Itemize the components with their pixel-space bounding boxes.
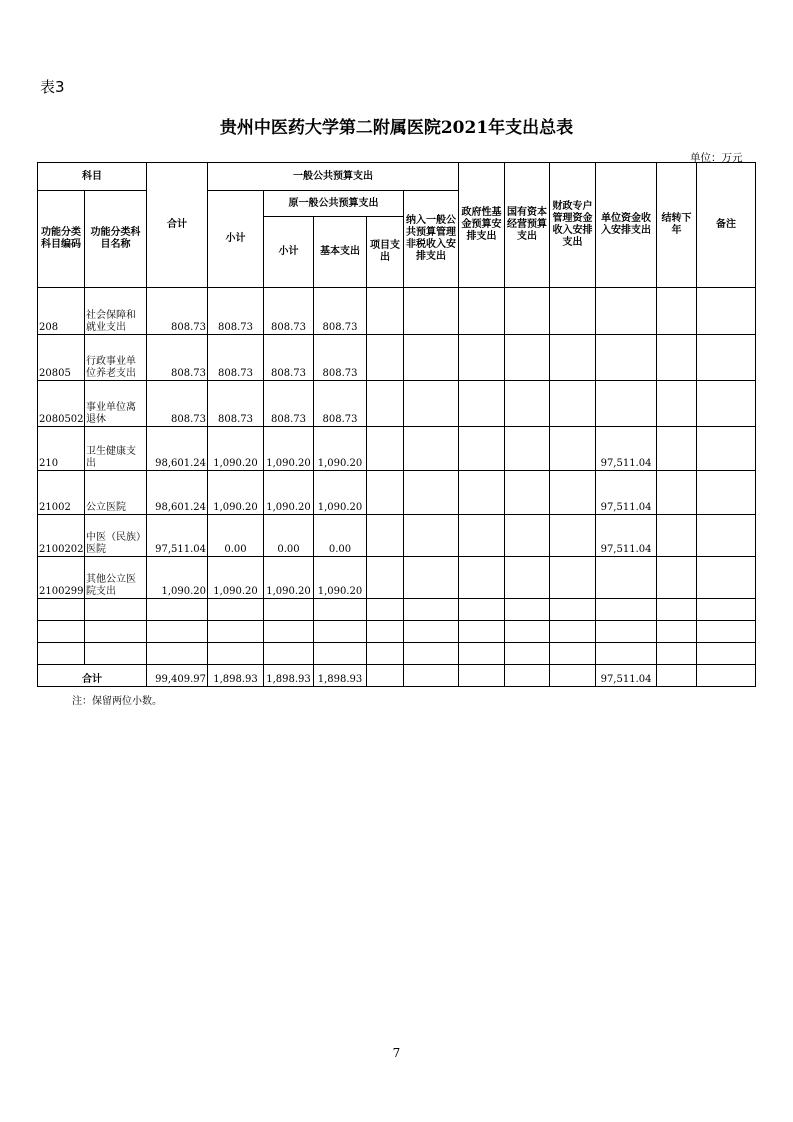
cell-code: 210	[38, 427, 85, 471]
cell-basic	[314, 643, 367, 665]
table-row	[38, 621, 756, 643]
table-label: 表3	[40, 78, 65, 96]
unit-label: 单位：万元	[690, 152, 743, 164]
cell-name: 其他公立医院支出	[85, 557, 147, 599]
cell-carryover	[657, 288, 697, 335]
header-special-account: 财政专户管理资金收入安排支出	[550, 163, 596, 288]
footnote: 注：保留两位小数。	[72, 696, 162, 707]
cell-carryover	[657, 381, 697, 427]
cell-gov-fund	[459, 599, 505, 621]
cell-orig-subtotal: 808.73	[264, 335, 314, 381]
header-project: 项目支出	[367, 217, 404, 288]
cell-remarks	[697, 599, 756, 621]
header-subtotal: 小计	[208, 191, 264, 288]
total-cell-orig-subtotal: 1,898.93	[264, 665, 314, 687]
total-cell-subtotal: 1,898.93	[208, 665, 264, 687]
cell-unit-funds: 97,511.04	[596, 427, 657, 471]
header-general-budget: 一般公共预算支出	[208, 163, 459, 191]
cell-nontax	[404, 288, 459, 335]
cell-unit-funds	[596, 643, 657, 665]
cell-unit-funds	[596, 335, 657, 381]
total-cell-unit-funds: 97,511.04	[596, 665, 657, 687]
cell-state-capital	[505, 335, 550, 381]
table-row	[38, 515, 756, 557]
cell-project	[367, 643, 404, 665]
cell-gov-fund	[459, 643, 505, 665]
table-row	[38, 381, 756, 427]
cell-code: 208	[38, 288, 85, 335]
cell-basic: 1,090.20	[314, 471, 367, 515]
cell-total: 97,511.04	[147, 515, 208, 557]
table-row	[38, 427, 756, 471]
cell-gov-fund	[459, 515, 505, 557]
cell-name: 社会保障和就业支出	[85, 288, 147, 335]
cell-orig-subtotal: 1,090.20	[264, 471, 314, 515]
cell-project	[367, 621, 404, 643]
cell-remarks	[697, 335, 756, 381]
cell-subtotal	[208, 643, 264, 665]
cell-nontax	[404, 515, 459, 557]
cell-code	[38, 621, 85, 643]
cell-state-capital	[505, 288, 550, 335]
cell-name: 中医（民族）医院	[85, 515, 147, 557]
cell-code: 2100299	[38, 557, 85, 599]
cell-gov-fund	[459, 621, 505, 643]
cell-carryover	[657, 427, 697, 471]
cell-basic	[314, 599, 367, 621]
cell-remarks	[697, 643, 756, 665]
cell-unit-funds	[596, 599, 657, 621]
header-remarks: 备注	[697, 163, 756, 288]
cell-project	[367, 471, 404, 515]
cell-code: 20805	[38, 335, 85, 381]
cell-unit-funds	[596, 381, 657, 427]
cell-project	[367, 335, 404, 381]
cell-remarks	[697, 471, 756, 515]
cell-basic: 1,090.20	[314, 427, 367, 471]
cell-state-capital	[505, 643, 550, 665]
cell-total	[147, 643, 208, 665]
cell-nontax	[404, 643, 459, 665]
page-number: 7	[392, 1046, 401, 1060]
cell-carryover	[657, 621, 697, 643]
cell-special-account	[550, 557, 596, 599]
cell-total: 808.73	[147, 288, 208, 335]
cell-unit-funds: 97,511.04	[596, 471, 657, 515]
cell-nontax	[404, 557, 459, 599]
table-row	[38, 643, 756, 665]
table-row	[38, 335, 756, 381]
cell-gov-fund	[459, 381, 505, 427]
cell-subtotal	[208, 621, 264, 643]
expenditure-table	[37, 162, 756, 687]
cell-carryover	[657, 471, 697, 515]
cell-remarks	[697, 381, 756, 427]
cell-orig-subtotal	[264, 599, 314, 621]
cell-remarks	[697, 557, 756, 599]
table-row	[38, 471, 756, 515]
cell-carryover	[657, 599, 697, 621]
cell-orig-subtotal: 808.73	[264, 381, 314, 427]
header-total: 合计	[147, 163, 208, 288]
cell-subtotal: 808.73	[208, 381, 264, 427]
cell-state-capital	[505, 515, 550, 557]
total-cell-project	[367, 665, 404, 687]
cell-subtotal: 1,090.20	[208, 471, 264, 515]
cell-gov-fund	[459, 335, 505, 381]
cell-subtotal: 808.73	[208, 335, 264, 381]
cell-orig-subtotal	[264, 621, 314, 643]
cell-special-account	[550, 427, 596, 471]
cell-unit-funds	[596, 621, 657, 643]
cell-nontax	[404, 621, 459, 643]
cell-total: 808.73	[147, 381, 208, 427]
cell-name: 事业单位离退休	[85, 381, 147, 427]
header-gov-fund: 政府性基金预算安排支出	[459, 163, 505, 288]
cell-total	[147, 621, 208, 643]
total-cell-gov-fund	[459, 665, 505, 687]
header-unit-funds: 单位资金收入安排支出	[596, 163, 657, 288]
cell-project	[367, 381, 404, 427]
cell-special-account	[550, 381, 596, 427]
cell-basic	[314, 621, 367, 643]
cell-orig-subtotal	[264, 643, 314, 665]
cell-code	[38, 643, 85, 665]
cell-gov-fund	[459, 471, 505, 515]
total-label: 合计	[38, 665, 147, 687]
cell-code: 2080502	[38, 381, 85, 427]
cell-state-capital	[505, 471, 550, 515]
total-cell-special-account	[550, 665, 596, 687]
cell-orig-subtotal: 0.00	[264, 515, 314, 557]
header-code: 功能分类科目编码	[38, 191, 85, 288]
cell-project	[367, 515, 404, 557]
cell-special-account	[550, 515, 596, 557]
cell-subtotal: 1,090.20	[208, 427, 264, 471]
cell-total	[147, 599, 208, 621]
total-cell-carryover	[657, 665, 697, 687]
cell-name: 公立医院	[85, 471, 147, 515]
table-row	[38, 288, 756, 335]
cell-unit-funds	[596, 288, 657, 335]
cell-name: 卫生健康支出	[85, 427, 147, 471]
page-title: 贵州中医药大学第二附属医院2021年支出总表	[219, 118, 574, 138]
cell-remarks	[697, 288, 756, 335]
cell-remarks	[697, 621, 756, 643]
cell-basic: 1,090.20	[314, 557, 367, 599]
cell-gov-fund	[459, 427, 505, 471]
cell-unit-funds	[596, 557, 657, 599]
cell-carryover	[657, 643, 697, 665]
cell-carryover	[657, 515, 697, 557]
cell-nontax	[404, 335, 459, 381]
cell-gov-fund	[459, 288, 505, 335]
total-cell-nontax	[404, 665, 459, 687]
cell-code: 2100202	[38, 515, 85, 557]
cell-remarks	[697, 515, 756, 557]
cell-nontax	[404, 599, 459, 621]
cell-total: 98,601.24	[147, 471, 208, 515]
table-total-row	[38, 665, 756, 687]
cell-basic: 808.73	[314, 288, 367, 335]
cell-project	[367, 427, 404, 471]
cell-orig-subtotal: 1,090.20	[264, 557, 314, 599]
cell-project	[367, 288, 404, 335]
cell-nontax	[404, 427, 459, 471]
cell-subtotal: 0.00	[208, 515, 264, 557]
cell-code: 21002	[38, 471, 85, 515]
cell-total: 808.73	[147, 335, 208, 381]
cell-special-account	[550, 288, 596, 335]
cell-special-account	[550, 599, 596, 621]
cell-state-capital	[505, 557, 550, 599]
cell-special-account	[550, 335, 596, 381]
cell-code	[38, 599, 85, 621]
cell-state-capital	[505, 621, 550, 643]
cell-special-account	[550, 643, 596, 665]
cell-state-capital	[505, 381, 550, 427]
total-cell-state-capital	[505, 665, 550, 687]
cell-basic: 808.73	[314, 381, 367, 427]
header-subject: 科目	[38, 163, 147, 191]
cell-project	[367, 599, 404, 621]
cell-nontax	[404, 381, 459, 427]
cell-total: 1,090.20	[147, 557, 208, 599]
cell-total: 98,601.24	[147, 427, 208, 471]
total-cell-remarks	[697, 665, 756, 687]
table-row	[38, 599, 756, 621]
total-cell-basic: 1,898.93	[314, 665, 367, 687]
cell-carryover	[657, 335, 697, 381]
cell-unit-funds: 97,511.04	[596, 515, 657, 557]
header-basic: 基本支出	[314, 217, 367, 288]
header-name: 功能分类科目名称	[85, 191, 147, 288]
cell-name	[85, 599, 147, 621]
cell-orig-subtotal: 808.73	[264, 288, 314, 335]
cell-special-account	[550, 471, 596, 515]
cell-name	[85, 643, 147, 665]
cell-state-capital	[505, 599, 550, 621]
cell-subtotal: 808.73	[208, 288, 264, 335]
cell-subtotal	[208, 599, 264, 621]
cell-gov-fund	[459, 557, 505, 599]
header-orig-subtotal: 小计	[264, 217, 314, 288]
total-cell-total: 99,409.97	[147, 665, 208, 687]
cell-subtotal: 1,090.20	[208, 557, 264, 599]
table-row	[38, 557, 756, 599]
header-carryover: 结转下年	[657, 163, 697, 288]
cell-basic: 808.73	[314, 335, 367, 381]
cell-state-capital	[505, 427, 550, 471]
header-nontax: 纳入一般公共预算管理非税收入安排支出	[404, 191, 459, 288]
cell-carryover	[657, 557, 697, 599]
cell-name: 行政事业单位养老支出	[85, 335, 147, 381]
cell-nontax	[404, 471, 459, 515]
cell-special-account	[550, 621, 596, 643]
cell-orig-subtotal: 1,090.20	[264, 427, 314, 471]
cell-name	[85, 621, 147, 643]
header-state-capital: 国有资本经营预算支出	[505, 163, 550, 288]
cell-project	[367, 557, 404, 599]
header-original-general: 原一般公共预算支出	[264, 191, 404, 217]
cell-remarks	[697, 427, 756, 471]
cell-basic: 0.00	[314, 515, 367, 557]
